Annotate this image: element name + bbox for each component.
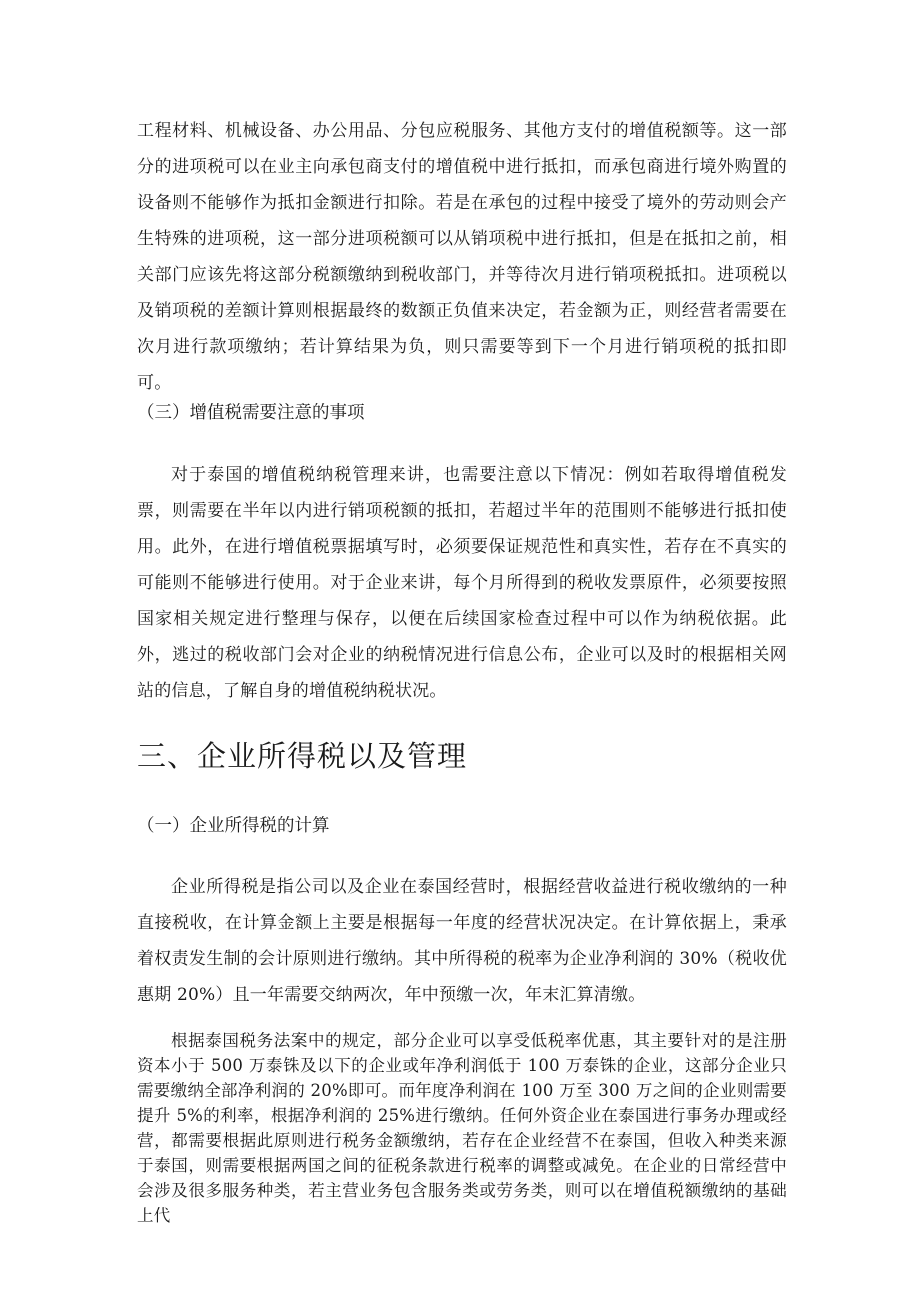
paragraph-cit-calculation: 企业所得税是指公司以及企业在泰国经营时，根据经营收益进行税收缴纳的一种直接税收，在计算金额上主要是根据每一年度的经营状况决定。在计算依据上，秉承着权责发生制的会计原则进行缴纳。其中所得税的税率为企业净利润的 30%（税收优惠期 20%）且一年需要交纳两次，年中预缴一次，年末汇算清缴。 [137, 877, 787, 1005]
subheading-cit-calculation: （一）企业所得税的计算 [137, 816, 330, 836]
paragraph-cit-rates: 根据泰国税务法案中的规定，部分企业可以享受低税率优惠，其主要针对的是注册资本小于 500 万泰铢及以下的企业或年净利润低于 100 万泰铢的企业，这部分企业只需要缴纳全部净利润的 20%即可。而年度净利润在 100 万至 300 万之间的企业则需要提升 5%的利率，根据净利润的 25%进行缴纳。任何外资企业在泰国进行事务办理或经营，都需要根据此原则进行税务金额缴纳，若存在企业经营不在泰国，但收入种类来源于泰国，则需要根据两国之间的征税条款进行税率的调整或减免。在企业的日常经营中会涉及很多服务种类，若主营业务包含服务类或劳务类，则可以在增值税额缴纳的基础上代 [137, 1031, 787, 1225]
paragraph-vat-notes: 对于泰国的增值税纳税管理来讲，也需要注意以下情况：例如若取得增值税发票，则需要在半年以内进行销项税额的抵扣，若超过半年的范围则不能够进行抵扣使用。此外，在进行增值税票据填写时，必须要保证规范性和真实性，若存在不真实的可能则不能够进行使用。对于企业来讲，每个月所得到的税收发票原件，必须要按照国家相关规定进行整理与保存，以便在后续国家检查过程中可以作为纳税依据。此外，逃过的税收部门会对企业的纳税情况进行信息公布，企业可以及时的根据相关网站的信息，了解自身的增值税纳税状况。 [137, 465, 787, 701]
section-heading-corporate-income-tax: 三、企业所得税以及管理 [137, 739, 468, 773]
paragraph-vat-input-tax: 工程材料、机械设备、办公用品、分包应税服务、其他方支付的增值税额等。这一部分的进项税可以在业主向承包商支付的增值税中进行抵扣，而承包商进行境外购置的设备则不能够作为抵扣金额进行扣除。若是在承包的过程中接受了境外的劳动则会产生特殊的进项税，这一部分进项税额可以从销项税中进行抵扣，但是在抵扣之前，相关部门应该先将这部分税额缴纳到税收部门，并等待次月进行销项税抵扣。进项税以及销项税的差额计算则根据最终的数额正负值来决定，若金额为正，则经营者需要在次月进行款项缴纳；若计算结果为负，则只需要等到下一个月进行销项税的抵扣即可。 [137, 121, 787, 393]
subheading-vat-notes: （三）增值税需要注意的事项 [137, 403, 365, 423]
